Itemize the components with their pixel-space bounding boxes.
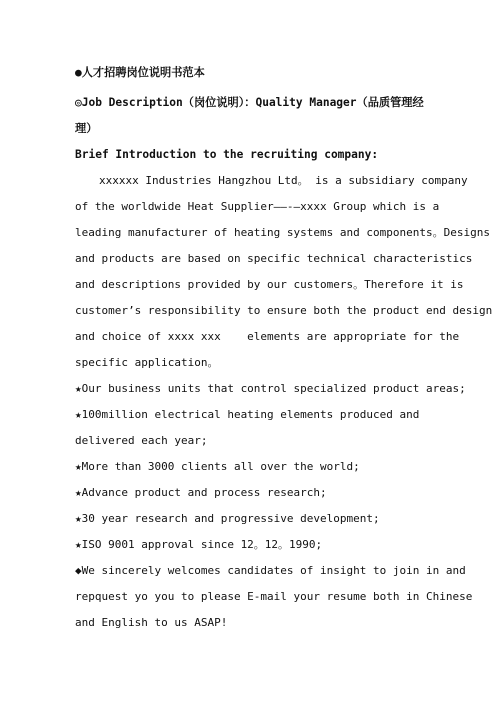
intro-line: and choice of xxxx xxx elements are appropriate for the [75,330,460,343]
closing-line: and English to us ASAP! [75,616,228,629]
intro-line: customer’s responsibility to ensure both the product end design [75,304,493,317]
intro-line: xxxxxx Industries Hangzhou Ltd。 is a subsidiary company [99,174,468,187]
closing-line: ◆We sincerely welcomes candidates of insight to join in and [75,564,466,577]
bullet-item: ★Advance product and process research; [75,486,327,499]
closing-line: repquest yo you to please E-mail your resume both in Chinese [75,590,473,603]
intro-line: of the worldwide Heat Supplier——-—xxxx Group which is a [75,200,440,213]
bullet-item: ★ISO 9001 approval since 12。12。1990; [75,538,323,551]
bullet-item: ★30 year research and progressive development; [75,512,380,525]
bullet-item-cont: delivered each year; [75,434,208,447]
intro-line: and descriptions provided by our customers。Therefore it is [75,278,464,291]
heading-job-description-cont: 理） [75,122,98,135]
heading-title: ●人才招聘岗位说明书范本 [75,66,205,79]
intro-line: and products are based on specific technical characteristics [75,252,473,265]
intro-line: leading manufacturer of heating systems and components。Designs [75,226,490,239]
intro-line: specific application。 [75,356,219,369]
bullet-item: ★Our business units that control specialized product areas; [75,382,466,395]
bullet-item: ★100million electrical heating elements produced and [75,408,420,421]
heading-job-description: ◎Job Description（岗位说明）：Quality Manager（品质管理经 [75,96,424,109]
heading-company-intro: Brief Introduction to the recruiting company: [75,148,379,161]
bullet-item: ★More than 3000 clients all over the world; [75,460,360,473]
